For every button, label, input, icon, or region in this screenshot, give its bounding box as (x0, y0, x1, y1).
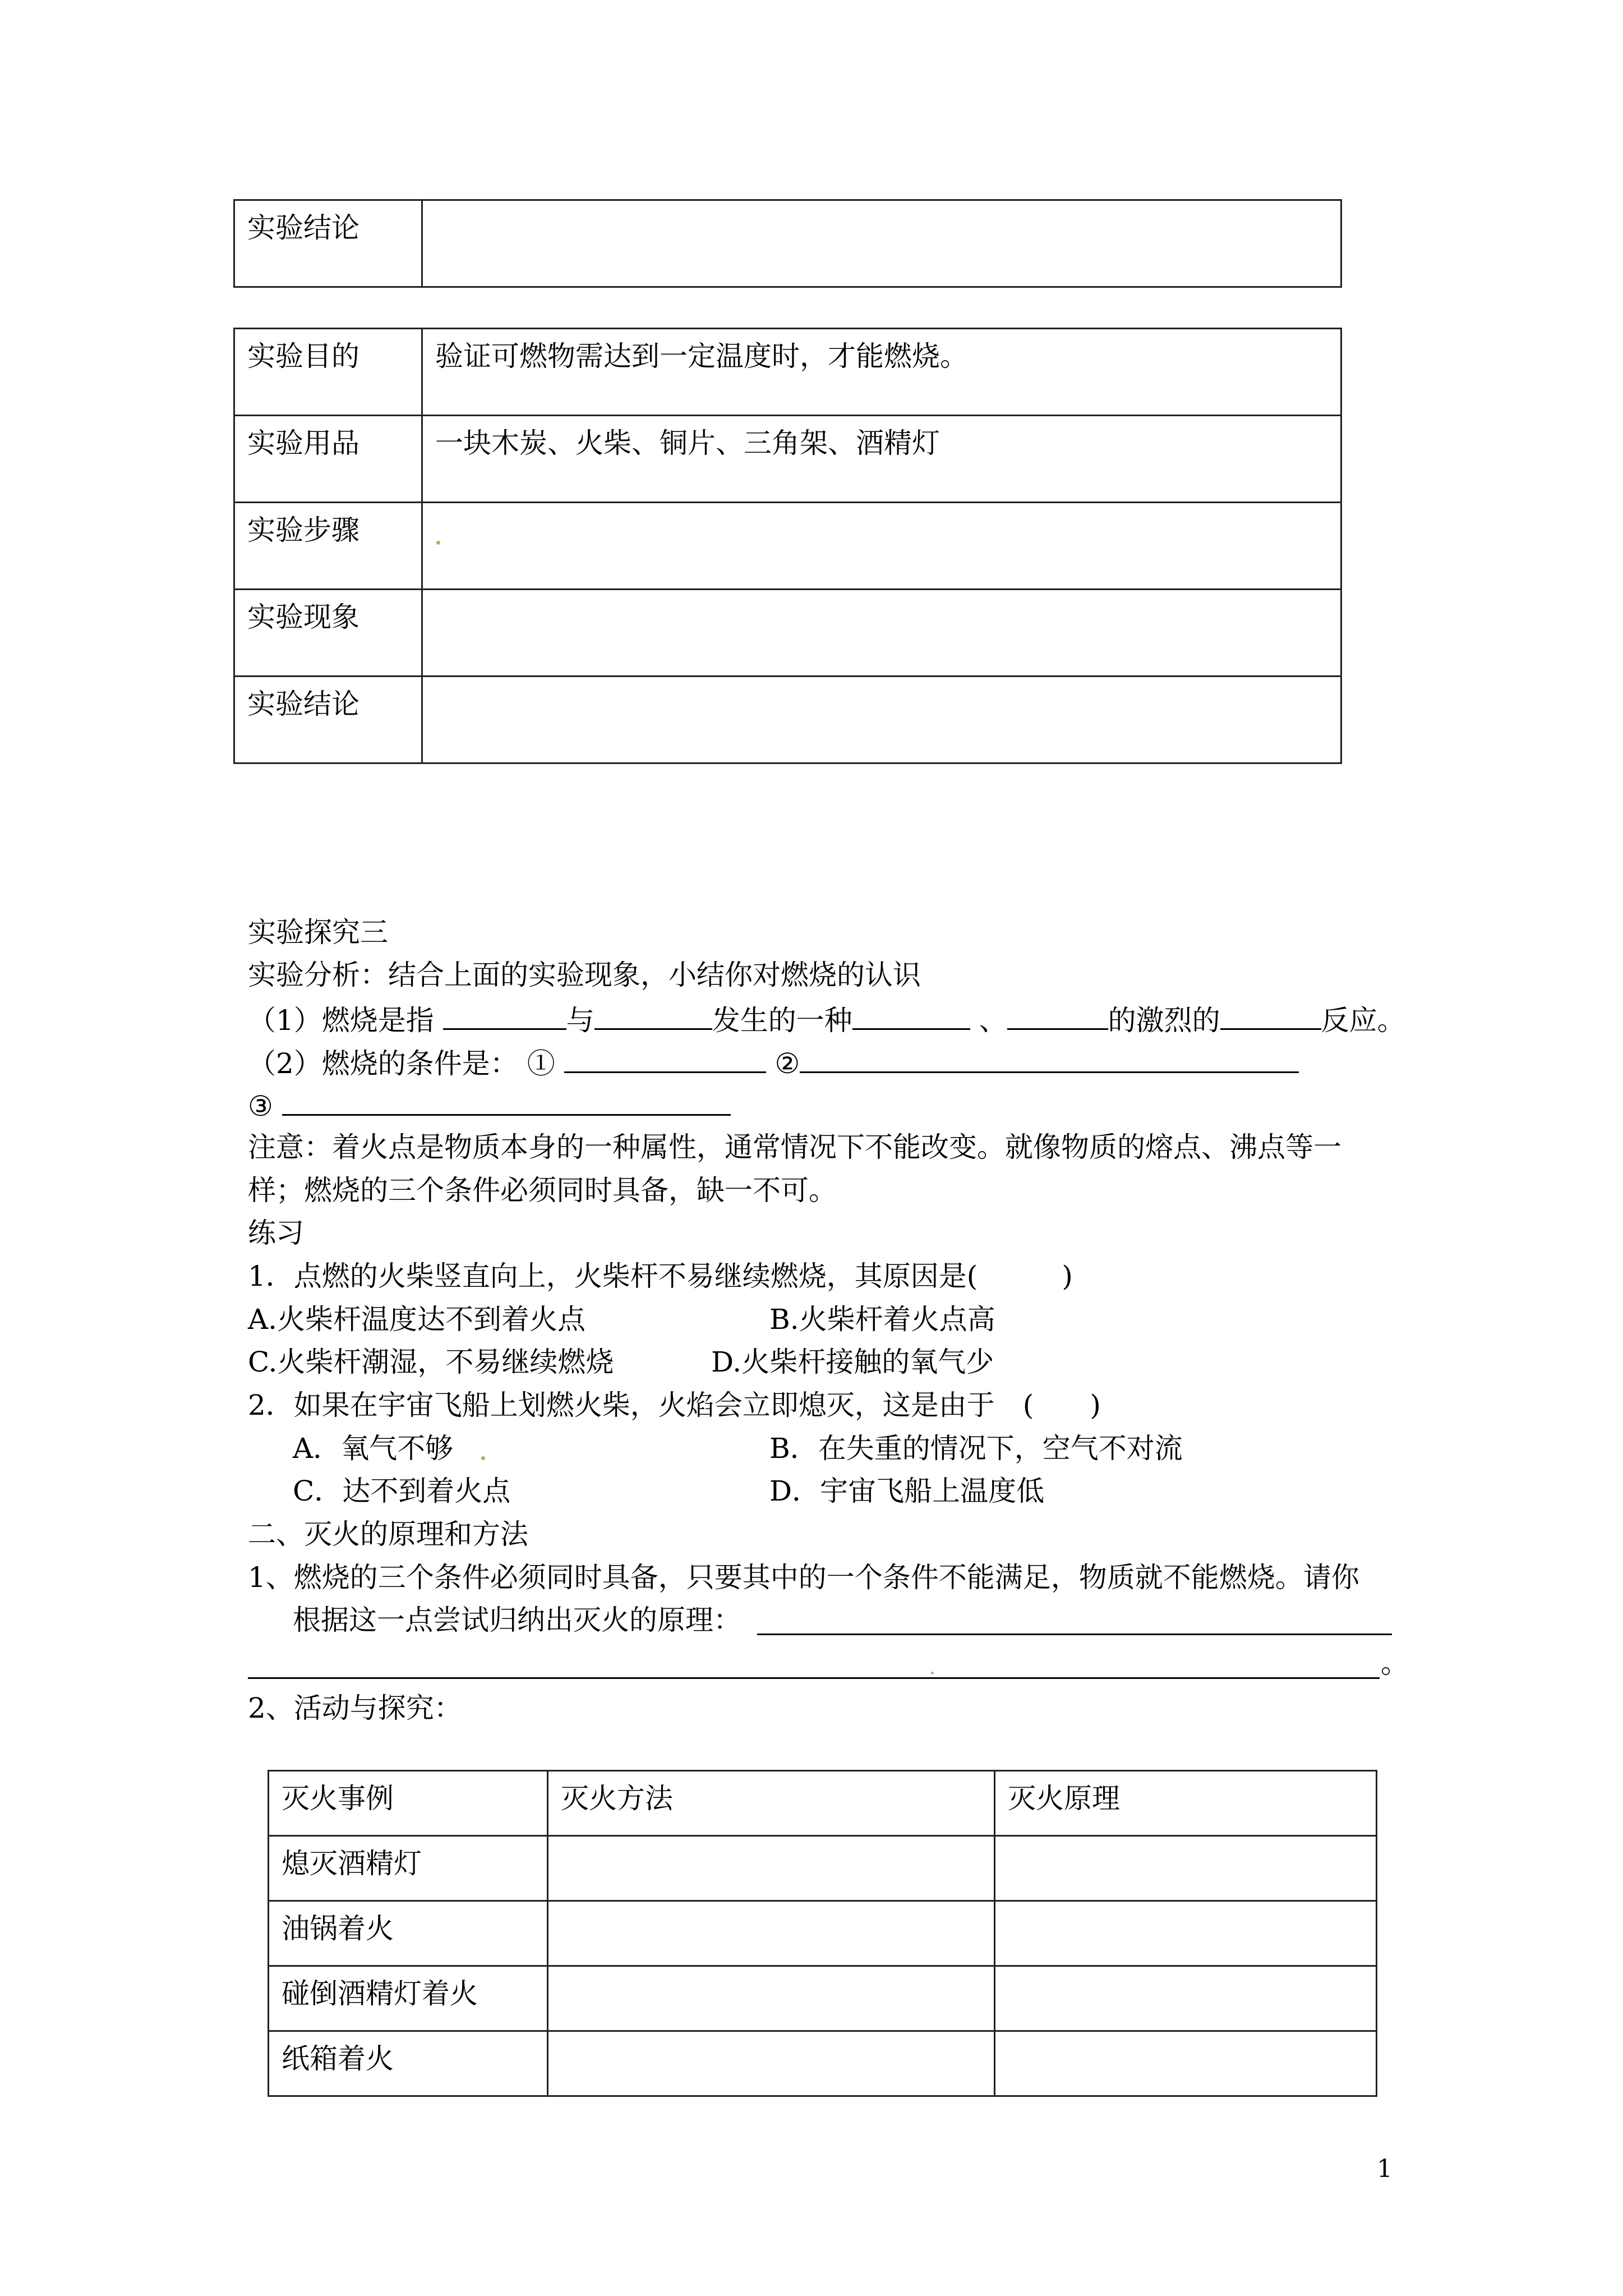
analysis-text: 实验分析：结合上面的实验现象，小结你对燃烧的认识 (248, 959, 921, 991)
table-value-cell (422, 677, 1341, 763)
option-b[interactable]: B．在失重的情况下，空气不对流 (769, 1432, 1183, 1465)
note-line-2: 样；燃烧的三个条件必须同时具备，缺一不可。 (248, 1174, 837, 1207)
table-cell: 碰倒酒精灯着火 (269, 1966, 548, 2031)
question-conditions: （2）燃烧的条件是： ① ② (248, 1045, 1299, 1080)
option-a[interactable]: A.火柴杆温度达不到着火点 (248, 1303, 586, 1336)
page-number: 1 (1377, 2155, 1393, 2183)
table-cell[interactable] (995, 1901, 1377, 1966)
table-row (234, 329, 1341, 416)
table-value-cell (422, 590, 1341, 677)
question-definition: （1）燃烧是指 与 发生的一种 、 的激烈的 反应。 (248, 1001, 1405, 1037)
note-line-1: 注意：着火点是物质本身的一种属性，通常情况下不能改变。就像物质的熔点、沸点等一 (248, 1131, 1341, 1163)
table-cell: 熄灭酒精灯 (269, 1836, 548, 1901)
table-value-cell (422, 200, 1341, 287)
table-header-row (269, 1771, 1377, 1836)
column-header: 灭火事例 (269, 1771, 548, 1836)
answer-line[interactable] (757, 1634, 1392, 1635)
option-c[interactable]: C.火柴杆潮湿，不易继续燃烧 (248, 1346, 614, 1378)
table-row (269, 1966, 1377, 2031)
table-cell[interactable] (548, 1901, 995, 1966)
option-c[interactable]: C．达不到着火点 (293, 1475, 511, 1507)
fill-blank[interactable] (1007, 1001, 1108, 1030)
table-value-cell: 一块木炭、火柴、铜片、三角架、酒精灯 (422, 416, 1341, 503)
table-row (234, 590, 1341, 677)
column-header: 灭火方法 (548, 1771, 995, 1836)
section-title-extinguish: 二、灭火的原理和方法 (248, 1518, 528, 1550)
fill-blank[interactable] (282, 1087, 731, 1116)
table-label-cell: 实验结论 (234, 200, 422, 287)
extinguish-item-2: 2、活动与探究： (248, 1692, 462, 1724)
column-header: 灭火原理 (995, 1771, 1377, 1836)
table-cell[interactable] (548, 1966, 995, 2031)
extinguish-table (268, 1770, 1377, 2097)
table-cell[interactable] (995, 1966, 1377, 2031)
table-row (234, 677, 1341, 763)
table-cell[interactable] (995, 1836, 1377, 1901)
practice-question-1: 1．点燃的火柴竖直向上，火柴杆不易继续燃烧，其原因是( ) (248, 1260, 1073, 1292)
speck-mark (481, 1456, 485, 1460)
experiment-table (233, 328, 1342, 764)
table-row (234, 503, 1341, 590)
table-row (269, 1836, 1377, 1901)
table-label-cell: 实验用品 (234, 416, 422, 503)
table-value-cell: 验证可燃物需达到一定温度时，才能燃烧。 (422, 329, 1341, 416)
option-d[interactable]: D.火柴杆接触的氧气少 (711, 1346, 994, 1378)
answer-line[interactable] (248, 1677, 1380, 1679)
fill-blank[interactable] (1220, 1001, 1321, 1030)
extinguish-item-1-prompt: 根据这一点尝试归纳出灭火的原理： (293, 1604, 741, 1636)
fill-blank[interactable] (594, 1001, 712, 1030)
fill-blank[interactable] (564, 1045, 766, 1073)
fill-blank[interactable] (443, 1001, 566, 1030)
option-d[interactable]: D．宇宙飞船上温度低 (769, 1475, 1045, 1507)
table-cell[interactable] (548, 1836, 995, 1901)
speck-mark (436, 541, 440, 545)
conclusion-table-top (233, 199, 1342, 288)
section-title: 实验探究三 (248, 916, 388, 949)
table-cell[interactable] (995, 2031, 1377, 2096)
extinguish-item-1: 1、燃烧的三个条件必须同时具备，只要其中的一个条件不能满足，物质就不能燃烧。请你 (248, 1561, 1359, 1594)
practice-question-2: 2．如果在宇宙飞船上划燃火柴，火焰会立即熄灭，这是由于 ( ) (248, 1389, 1101, 1421)
table-label-cell: 实验结论 (234, 677, 422, 763)
option-a[interactable]: A．氧气不够 (293, 1432, 454, 1465)
option-b[interactable]: B.火柴杆着火点高 (769, 1303, 995, 1336)
table-row (234, 416, 1341, 503)
table-cell[interactable] (548, 2031, 995, 2096)
fill-blank[interactable] (852, 1001, 970, 1030)
practice-title: 练习 (248, 1217, 304, 1249)
table-row (269, 2031, 1377, 2096)
speck-mark (931, 1672, 934, 1674)
table-label-cell: 实验现象 (234, 590, 422, 677)
table-cell: 油锅着火 (269, 1901, 548, 1966)
table-label-cell: 实验步骤 (234, 503, 422, 590)
table-cell: 纸箱着火 (269, 2031, 548, 2096)
answer-line-end: 。 (1381, 1647, 1409, 1680)
table-value-cell (422, 503, 1341, 590)
table-label-cell: 实验目的 (234, 329, 422, 416)
table-row (269, 1901, 1377, 1966)
question-conditions-third: ③ (248, 1087, 731, 1123)
fill-blank[interactable] (800, 1045, 1299, 1073)
